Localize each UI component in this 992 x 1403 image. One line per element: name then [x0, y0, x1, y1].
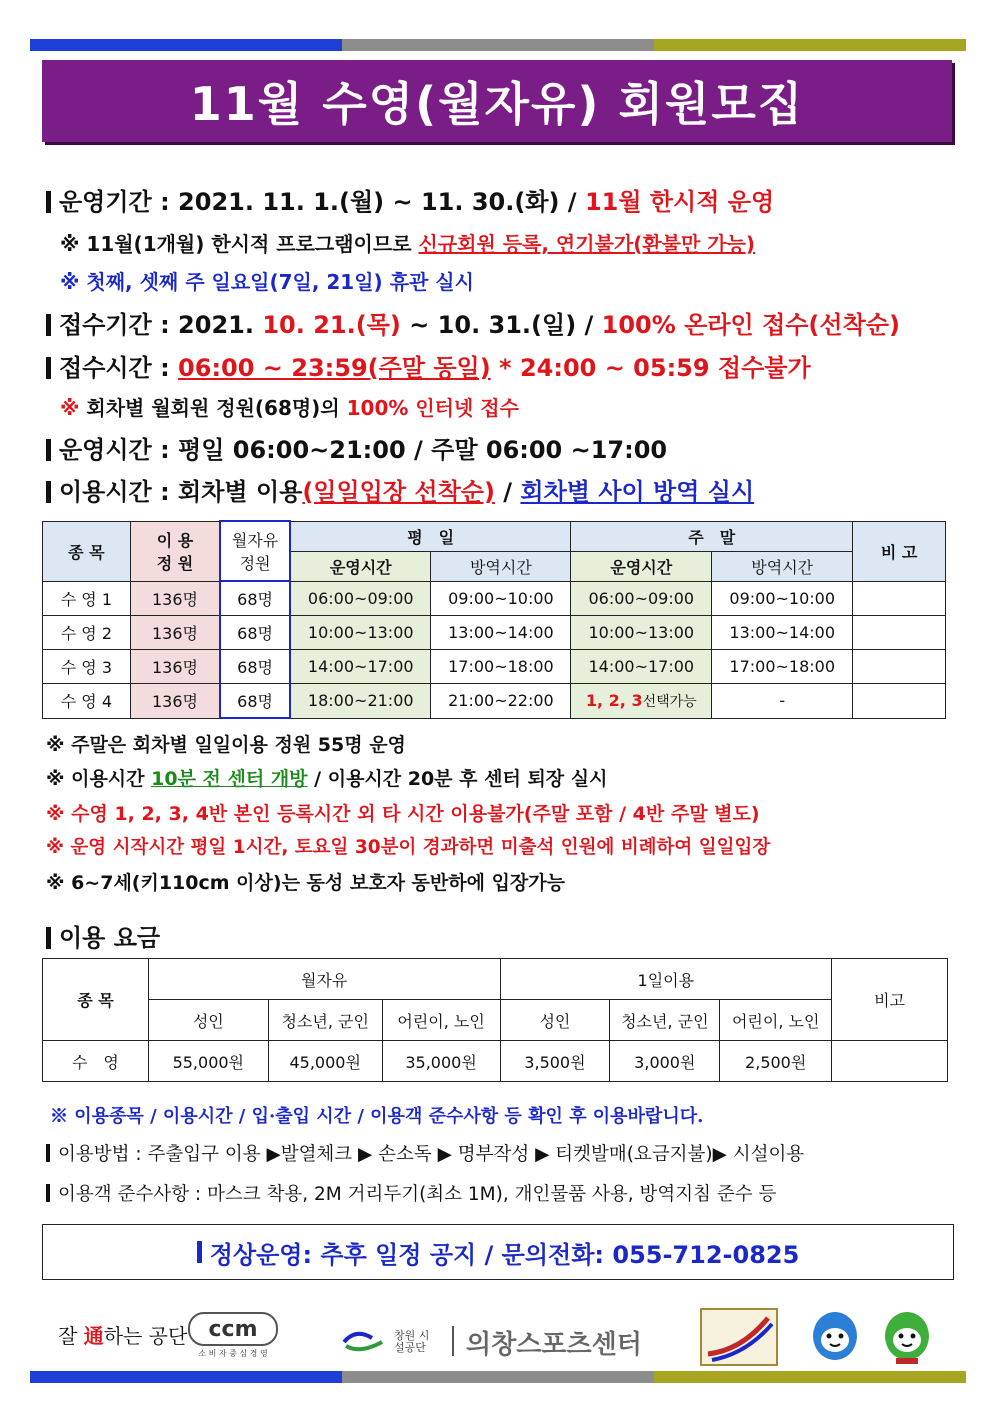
- certification-emblem: [700, 1308, 778, 1366]
- top-bar-olive: [654, 39, 966, 51]
- row-name: 수 영 4: [43, 684, 131, 719]
- row-we-run: 10:00~13:00: [571, 616, 712, 650]
- top-bar-blue: [30, 39, 342, 51]
- header-weekend: 주 말: [571, 521, 853, 551]
- bottom-rules-text: 이용객 준수사항 : 마스크 착용, 2M 거리두기(최소 1M), 개인물품 사용, 방역지침 준수 등: [58, 1184, 777, 1205]
- row-wd-dis: 09:00~10:00: [431, 581, 571, 616]
- header-wd-run: 운영시간: [290, 551, 431, 581]
- op-time-text: 운영시간 : 평일 06:00~21:00 / 주말 06:00 ~17:00: [59, 436, 668, 464]
- fee-header-note: 비고: [832, 959, 948, 1041]
- note2-2-green: 10분 전 센터 개방: [151, 768, 308, 790]
- header-we-run: 운영시간: [571, 551, 712, 581]
- fee-header-daily: 1일이용: [500, 959, 832, 1000]
- op-period-highlight: 11월 한시적 운영: [584, 188, 775, 216]
- fee-header-adult: 성인: [500, 1000, 610, 1041]
- top-bar-gray: [342, 39, 654, 51]
- table-row: [43, 1041, 948, 1082]
- bottom-notice: ※ 이용종목 / 이용시간 / 입·출입 시간 / 이용객 준수사항 등 확인 후 이용바랍니다.: [50, 1106, 704, 1127]
- bottom-bar-olive: [654, 1371, 966, 1383]
- row-wd-dis: 17:00~18:00: [431, 650, 571, 684]
- bullet-marker: [46, 1184, 50, 1202]
- contact-text: 정상운영: 추후 일정 공지 / 문의전화: 055-712-0825: [209, 1240, 800, 1269]
- ccm-logo-text: ccm: [188, 1312, 278, 1346]
- header-we-dis: 방역시간: [712, 551, 853, 581]
- fee-m-child: 35,000원: [382, 1041, 500, 1082]
- use-time-line: [46, 472, 754, 507]
- note2-2: [46, 764, 607, 791]
- header-capacity-2: 정 원: [156, 554, 194, 573]
- row-free: 68명: [220, 616, 290, 650]
- row-cap: 136명: [130, 650, 220, 684]
- row-cap: 136명: [130, 684, 220, 719]
- row-we-dis: 09:00~10:00: [712, 581, 853, 616]
- fee-header-youth: 청소년, 군인: [268, 1000, 382, 1041]
- note-1-highlight: 신규회원 등록, 연기불가(환불만 가능): [418, 232, 756, 256]
- bottom-method-text: 이용방법 : 주출입구 이용 ▶발열체크 ▶ 손소독 ▶ 명부작성 ▶ 티켓발매(요금지불)▶ 시설이용: [58, 1144, 805, 1165]
- table-row: [43, 684, 946, 719]
- bullet-marker: [46, 314, 51, 336]
- title-banner: [42, 60, 952, 142]
- note2-4: ※ 운영 시작시간 평일 1시간, 토요일 30분이 경과하면 미출석 인원에 비례하여 일일입장: [46, 837, 771, 858]
- contact-box: [42, 1224, 954, 1280]
- fee-header-child: 어린이, 노인: [382, 1000, 500, 1041]
- row-name: 수 영 3: [43, 650, 131, 684]
- reg-period-label: 접수기간 : 2021.: [59, 311, 263, 339]
- row-free: 68명: [220, 684, 290, 719]
- fee-note: [832, 1041, 948, 1082]
- use-time-blue: 회차별 사이 방역 실시: [520, 478, 755, 506]
- bullet-marker: [46, 357, 51, 379]
- row-we-run-red: 1, 2, 3: [585, 690, 643, 710]
- bullet-marker: [46, 1144, 50, 1162]
- header-wd-dis: 방역시간: [431, 551, 571, 581]
- header-item: 종 목: [43, 521, 131, 581]
- row-wd-run: 06:00~09:00: [290, 581, 431, 616]
- note2-5: ※ 6~7세(키110cm 이상)는 동성 보호자 동반하에 입장가능: [46, 872, 565, 894]
- slogan-c: 하는 공단: [103, 1324, 188, 1348]
- schedule-table: [42, 520, 946, 719]
- bullet-marker: [197, 1241, 202, 1263]
- note-3: [60, 392, 519, 421]
- org-name: 창원 시설공단: [394, 1329, 430, 1354]
- fee-header-child: 어린이, 노인: [720, 1000, 832, 1041]
- header-free-2: 정원: [239, 554, 271, 573]
- bullet-marker: [46, 439, 51, 461]
- use-time-label: 이용시간 : 회차별 이용: [59, 478, 303, 506]
- reg-time-value: 06:00 ~ 23:59(주말 동일): [178, 354, 491, 382]
- row-we-dis: 13:00~14:00: [712, 616, 853, 650]
- use-time-sep: /: [494, 478, 521, 506]
- slogan-a: 잘: [58, 1324, 84, 1348]
- header-note: 비 고: [853, 521, 946, 581]
- fee-title-text: 이용 요금: [59, 924, 161, 952]
- note-3-prefix: ※: [60, 396, 87, 420]
- row-note: [853, 581, 946, 616]
- fee-m-adult: 55,000원: [148, 1041, 268, 1082]
- row-free: 68명: [220, 581, 290, 616]
- fee-d-youth: 3,000원: [610, 1041, 720, 1082]
- note-1: [60, 228, 755, 257]
- fee-header-item: 종 목: [43, 959, 149, 1041]
- note2-3: ※ 수영 1, 2, 3, 4반 본인 등록시간 외 타 시간 이용불가(주말 포함 / 4반 주말 별도): [46, 803, 760, 825]
- row-cap: 136명: [130, 616, 220, 650]
- row-free: 68명: [220, 650, 290, 684]
- row-we-dis: -: [712, 684, 853, 719]
- row-we-dis: 17:00~18:00: [712, 650, 853, 684]
- bullet-marker: [46, 927, 51, 949]
- bottom-bar-blue: [30, 1371, 342, 1383]
- header-capacity: [130, 521, 220, 581]
- fee-m-youth: 45,000원: [268, 1041, 382, 1082]
- reg-period-highlight: 100% 온라인 접수(선착순): [601, 311, 900, 339]
- reg-time-highlight: * 24:00 ~ 05:59 접수불가: [490, 354, 811, 382]
- note2-2-prefix: ※ 이용시간: [46, 768, 152, 790]
- op-period-label: 운영기간 : 2021. 11. 1.(월) ~ 11. 30.(화) /: [59, 188, 585, 216]
- reg-period-mid: ~ 10. 31.(일) /: [400, 311, 602, 339]
- row-wd-dis: 21:00~22:00: [431, 684, 571, 719]
- org-logo-icon: [342, 1330, 390, 1352]
- table-row: [43, 650, 946, 684]
- table-row: [43, 616, 946, 650]
- row-wd-dis: 13:00~14:00: [431, 616, 571, 650]
- bottom-rules: [46, 1180, 776, 1206]
- row-wd-run: 14:00~17:00: [290, 650, 431, 684]
- bottom-bar-gray: [342, 1371, 654, 1383]
- row-note: [853, 684, 946, 719]
- fee-d-adult: 3,500원: [500, 1041, 610, 1082]
- note2-2-rest: / 이용시간 20분 후 센터 퇴장 실시: [307, 768, 608, 790]
- row-we-run-rest: 선택가능: [642, 693, 697, 710]
- op-time-line: [46, 430, 667, 465]
- row-cap: 136명: [130, 581, 220, 616]
- bullet-marker: [46, 481, 51, 503]
- header-free: [220, 521, 290, 581]
- note-1-prefix: ※ 11월(1개월) 한시적 프로그램이므로: [60, 232, 419, 256]
- row-wd-run: 10:00~13:00: [290, 616, 431, 650]
- note-3-highlight: 100% 인터넷 접수: [346, 396, 519, 420]
- bottom-method: [46, 1140, 804, 1166]
- fee-table: [42, 958, 948, 1082]
- header-weekday: 평 일: [290, 521, 571, 551]
- table-row: [43, 581, 946, 616]
- ccm-logo: [188, 1312, 278, 1358]
- row-name: 수 영 1: [43, 581, 131, 616]
- header-free-1: 월자유: [231, 531, 279, 550]
- mascot-blue-icon: [804, 1306, 866, 1368]
- row-wd-run: 18:00~21:00: [290, 684, 431, 719]
- note-3-mid: 회차별 월회원 정원(68명)의: [86, 396, 347, 420]
- note2-1: ※ 주말은 회차별 일일이용 정원 55명 운영: [46, 734, 406, 756]
- reg-period-line: [46, 305, 900, 340]
- page-title: 11월 수영(월자유) 회원모집: [189, 77, 805, 131]
- fee-header-monthly: 월자유: [148, 959, 500, 1000]
- use-time-red: (일일입장 선착순): [302, 478, 495, 506]
- reg-time-line: [46, 348, 811, 383]
- center-name: 의창스포츠센터: [466, 1330, 642, 1360]
- row-note: [853, 616, 946, 650]
- ccm-logo-sub: 소 비 자 중 심 경 영: [198, 1349, 268, 1358]
- row-we-run: [571, 684, 712, 719]
- row-we-run: 06:00~09:00: [571, 581, 712, 616]
- slogan-b: 通: [83, 1324, 104, 1348]
- mascot-green-icon: [876, 1306, 938, 1368]
- bullet-marker: [46, 191, 51, 213]
- reg-period-date: 10. 21.(목): [262, 311, 401, 339]
- row-we-run: 14:00~17:00: [571, 650, 712, 684]
- fee-row-name: 수 영: [43, 1041, 149, 1082]
- row-name: 수 영 2: [43, 616, 131, 650]
- row-note: [853, 650, 946, 684]
- fee-header-adult: 성인: [148, 1000, 268, 1041]
- header-capacity-1: 이 용: [156, 531, 194, 550]
- note-2: ※ 첫째, 셋째 주 일요일(7일, 21일) 휴관 실시: [60, 270, 474, 294]
- divider: [452, 1326, 454, 1356]
- op-period-line: [46, 182, 774, 217]
- fee-d-child: 2,500원: [720, 1041, 832, 1082]
- fee-title: [46, 918, 160, 953]
- slogan: [58, 1320, 187, 1349]
- fee-header-youth: 청소년, 군인: [610, 1000, 720, 1041]
- reg-time-label: 접수시간 :: [59, 354, 179, 382]
